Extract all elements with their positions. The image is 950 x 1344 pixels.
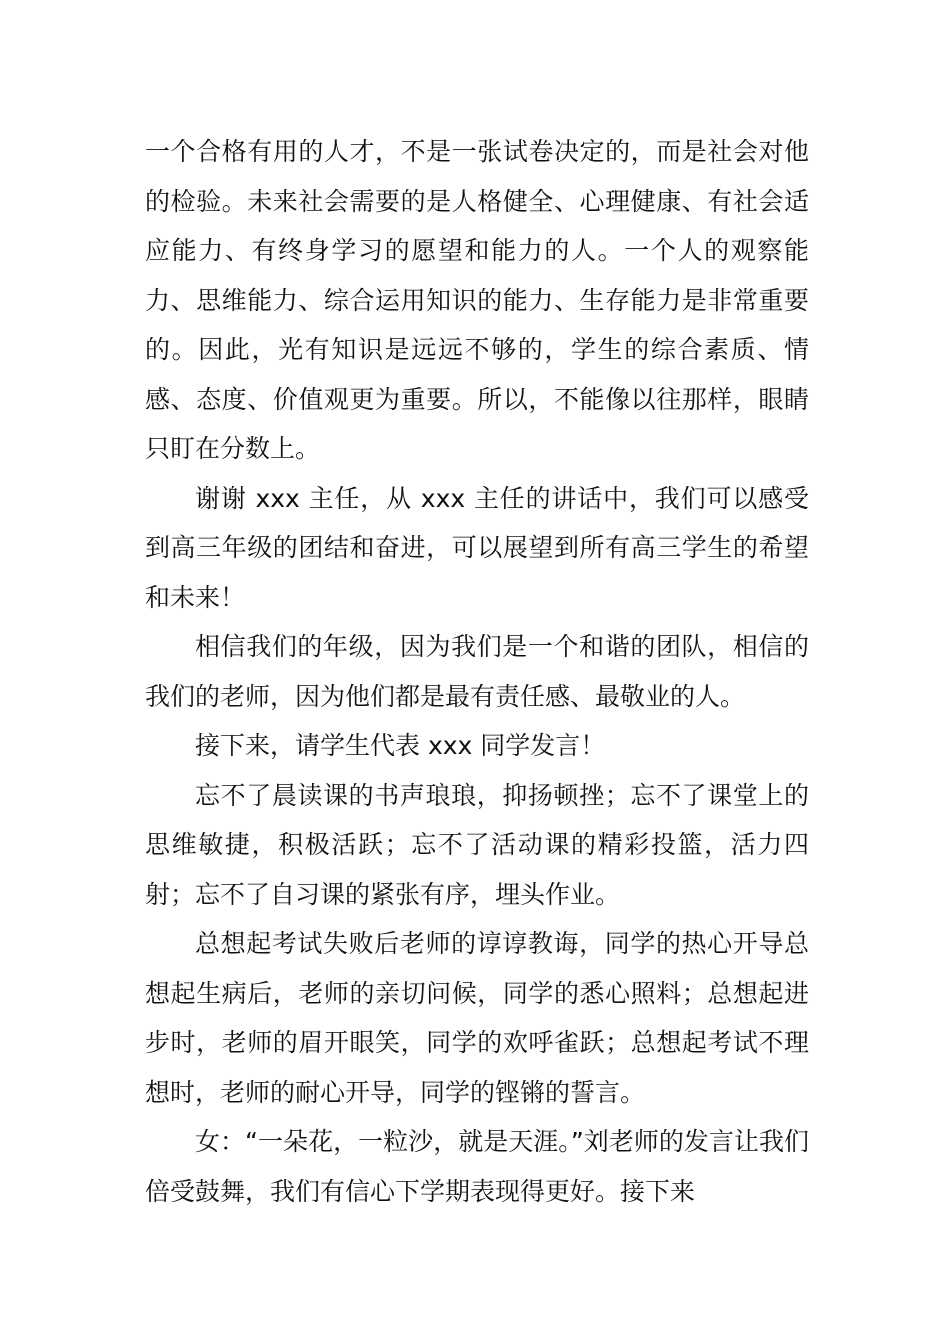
paragraph-1: 一个合格有用的人才，不是一张试卷决定的，而是社会对他的检验。未来社会需要的是人格健全、心理健康、有社会适应能力、有终身学习的愿望和能力的人。一个人的观察能力、思维能力、综合运用知识的能力、生存能力是非常重要的。因此，光有知识是远远不够的，学生的综合素质、情感、态度、价值观更为重要。所以，不能像以往那样，眼睛只盯在分数上。 [145,137,809,463]
document-page [145,127,809,1216]
paragraph-3: 相信我们的年级，因为我们是一个和谐的团队，相信的我们的老师，因为他们都是最有责任感、最敬业的人。 [145,632,809,711]
paragraph-6: 总想起考试失败后老师的谆谆教诲，同学的热心开导总想起生病后，老师的亲切问候，同学的悉心照料；总想起进步时，老师的眉开眼笑，同学的欢呼雀跃；总想起考试不理想时，老师的耐心开导，同学的铿锵的誓言。 [145,929,809,1107]
paragraph-4: 接下来，请学生代表 xxx 同学发言！ [195,731,606,760]
paragraph-7: 女：“一朵花，一粒沙，就是天涯。”刘老师的发言让我们倍受鼓舞，我们有信心下学期表现得更好。接下来 [145,1127,809,1206]
paragraph-5: 忘不了晨读课的书声琅琅，抑扬顿挫；忘不了课堂上的思维敏捷，积极活跃；忘不了活动课的精彩投篮，活力四射；忘不了自习课的紧张有序，埋头作业。 [145,780,809,909]
paragraph-2: 谢谢 xxx 主任，从 xxx 主任的讲话中，我们可以感受到高三年级的团结和奋进，可以展望到所有高三学生的希望和未来！ [145,483,809,612]
